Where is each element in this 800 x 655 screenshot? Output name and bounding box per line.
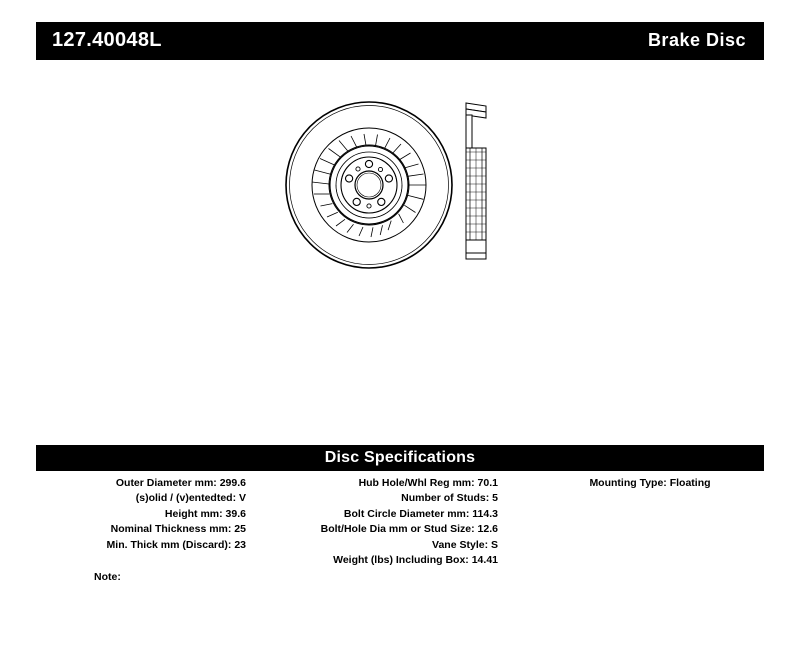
spec-column-left [36,476,246,553]
document-title: Brake Disc [647,30,746,50]
spec-item: Nominal Thickness mm: 25 [110,523,246,536]
spec-column-middle [268,476,498,568]
spec-item: (s)olid / (v)entedted: V [135,492,246,505]
spec-item: Hub Hole/Whl Reg mm: 70.1 [358,477,498,489]
brake-disc-drawing-svg [280,90,540,280]
technical-drawing [280,90,540,280]
spec-columns [36,476,764,576]
brake-disc-side-section-view [466,103,486,259]
spec-item: Height mm: 39.6 [164,507,246,520]
spec-header-label: Disc Specifications [324,449,476,466]
spec-header-bar [36,445,764,471]
spec-item: Weight (lbs) Including Box: 14.41 [333,554,498,567]
spec-item: Mounting Type: Floating [589,477,711,489]
spec-item: Number of Studs: 5 [401,492,498,505]
brake-disc-front-view [286,102,452,268]
spec-item: Outer Diameter mm: 299.6 [115,477,246,489]
note-label: Note: [94,571,121,583]
spec-item: Bolt Circle Diameter mm: 114.3 [343,507,498,520]
spec-column-right [536,476,764,491]
part-number: 127.40048L [52,29,162,51]
spec-item: Min. Thick mm (Discard): 23 [106,538,246,551]
header-bar [36,22,764,60]
spec-item: Bolt/Hole Dia mm or Stud Size: 12.6 [320,523,498,536]
spec-item: Vane Style: S [432,538,498,551]
